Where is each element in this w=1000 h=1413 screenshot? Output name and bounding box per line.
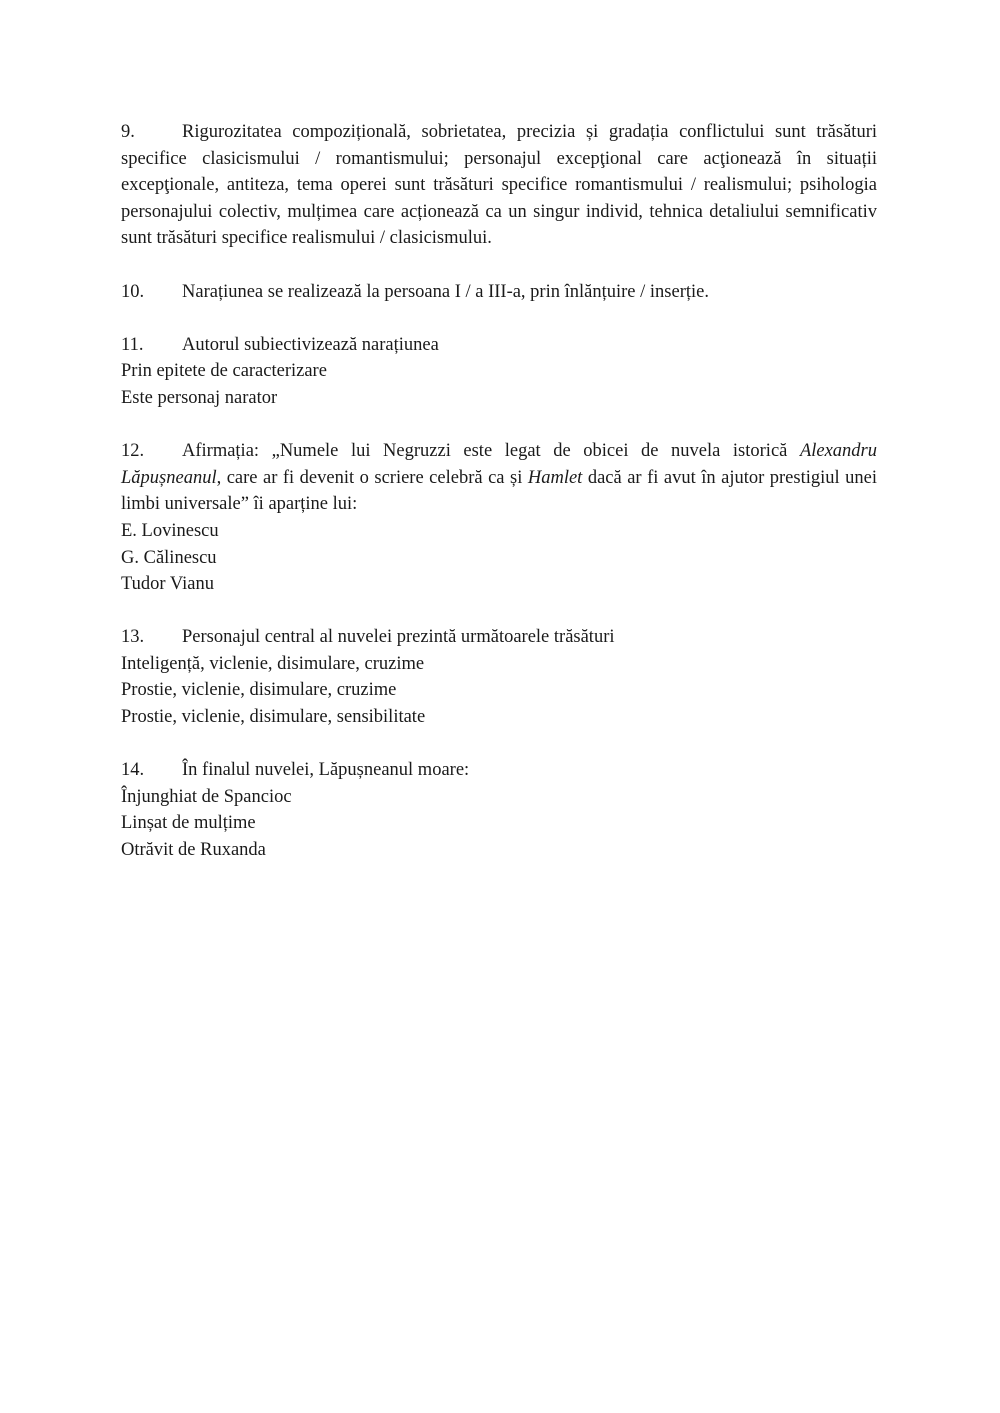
answer-option[interactable]: Tudor Vianu [121,574,214,595]
question-statement: Rigurozitatea compozițională, sobrietatea, precizia și gradația conflictului sunt trăsături specifice clasicismului / romantismului; personajul excepţional care acţionează în situații excepţionale, antiteza, tema operei sunt trăsături specifice romantismului / realismului; psihologia personajului colectiv, mulțimea care acționează ca un singur individ, tehnica detaliului semnificativ sunt trăsături specifice realismului / clasicismului. [121,122,877,249]
question-10-text [121,279,877,306]
question-9 [121,119,877,252]
question-statement-part: , care ar fi devenit o scriere celebră ca și [216,467,528,488]
answer-option[interactable]: E. Lovinescu [121,520,219,541]
question-10 [121,279,877,306]
answer-option[interactable]: Linșat de mulțime [121,813,256,834]
answer-option[interactable]: Prostie, viclenie, disimulare, cruzime [121,680,397,701]
question-number: 11. [121,334,144,355]
question-statement: Personajul central al nuvelei prezintă următoarele trăsături [182,627,615,648]
work-title-hamlet: Hamlet [527,467,583,488]
question-statement-part: dacă ar fi avut în ajutor prestigiul unei limbi universale” îi aparține lui: [121,467,877,515]
question-12 [121,438,877,598]
question-14 [121,757,877,863]
answer-option[interactable]: Este personaj narator [121,387,278,408]
question-13 [121,624,877,730]
question-11-text [121,332,877,359]
work-title-alexandru-lapusneanul: Alexandru Lăpușneanul [121,441,877,488]
question-statement: În finalul nuvelei, Lăpușneanul moare: [182,760,470,781]
question-number: 9. [121,122,135,142]
question-13-text [121,624,877,651]
answer-option[interactable]: Înjunghiat de Spancioc [121,786,292,807]
question-number: 13. [121,627,145,648]
question-14-text [121,757,877,784]
question-statement: Narațiunea se realizează la persoana I / a III-a, prin înlănțuire / inserție. [182,281,709,302]
question-number: 12. [121,441,145,462]
question-statement-part: Afirmația: „Numele lui Negruzzi este legat de obicei de nuvela istorică [182,441,800,462]
document-page [121,119,877,890]
question-number: 10. [121,281,145,302]
question-9-text [121,119,877,252]
answer-option[interactable]: G. Călinescu [121,547,217,568]
question-12-text [121,438,877,518]
answer-option[interactable]: Prostie, viclenie, disimulare, sensibilitate [121,707,426,728]
answer-option[interactable]: Prin epitete de caracterizare [121,361,327,382]
question-statement: Autorul subiectivizează narațiunea [182,334,439,355]
answer-option[interactable]: Otrăvit de Ruxanda [121,840,266,861]
question-11 [121,332,877,412]
answer-option[interactable]: Inteligență, viclenie, disimulare, cruzime [121,653,425,674]
question-number: 14. [121,760,145,781]
